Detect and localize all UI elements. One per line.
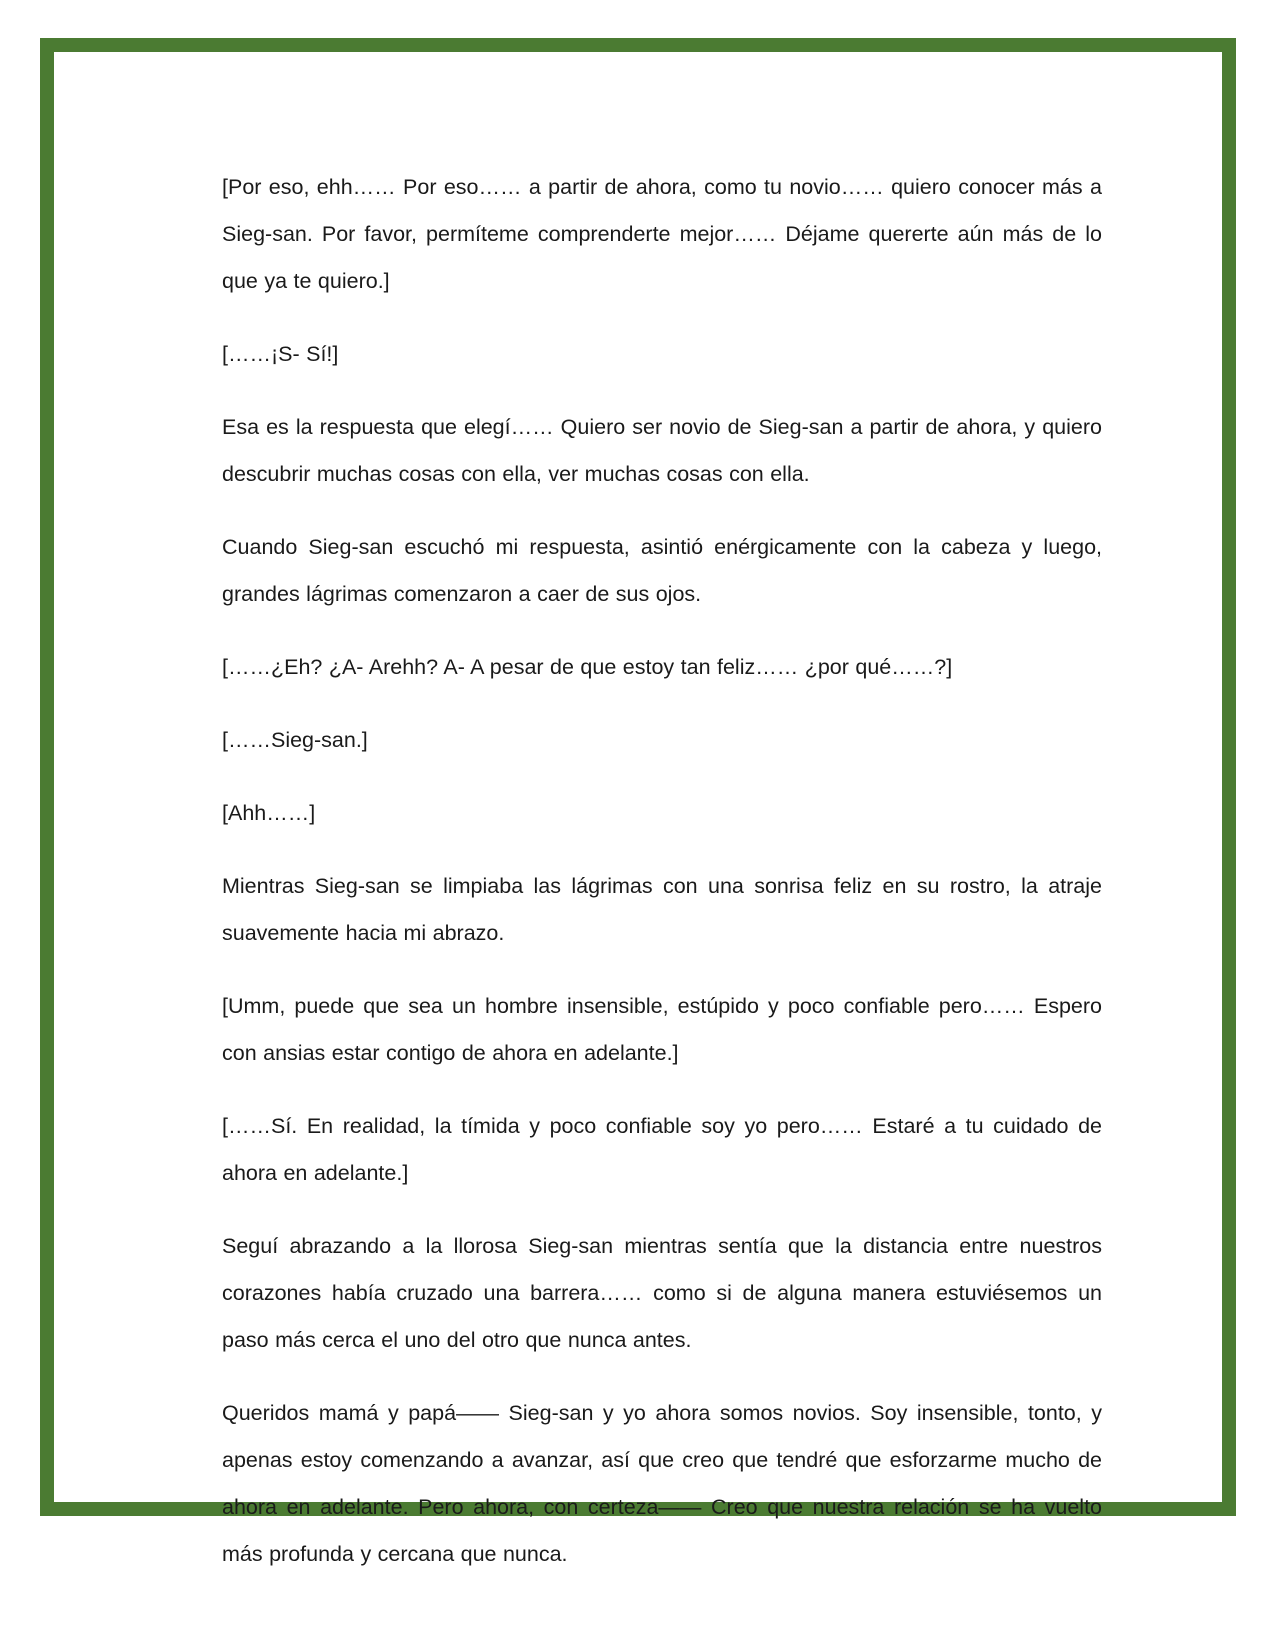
paragraph: [……¡S- Sí!]	[222, 342, 339, 366]
paragraph: [Umm, puede que sea un hombre insensible, estúpido y poco confiable pero…… Espero con ansias estar contigo de ahora en adelante.]	[222, 994, 1102, 1065]
paragraph: [……¿Eh? ¿A- Arehh? A- A pesar de que estoy tan feliz…… ¿por qué……?]	[222, 655, 953, 679]
paragraph: Queridos mamá y papá—— Sieg-san y yo ahora somos novios. Soy insensible, tonto, y apenas estoy comenzando a avanzar, así que creo que tendré que esforzarme mucho de ahora en adelante. Pero ahora, con certeza—— Creo que nuestra relación se ha vuelto más profunda y cercana que nunca.	[222, 1401, 1102, 1566]
paragraph: Cuando Sieg-san escuchó mi respuesta, asintió enérgicamente con la cabeza y luego, grandes lágrimas comenzaron a caer de sus ojos.	[222, 535, 1102, 606]
paragraph: [Por eso, ehh…… Por eso…… a partir de ahora, como tu novio…… quiero conocer más a Sieg-san. Por favor, permíteme comprenderte mejor…… Déjame quererte aún más de lo que ya te quiero.]	[222, 175, 1102, 293]
paragraph: Seguí abrazando a la llorosa Sieg-san mientras sentía que la distancia entre nuestros corazones había cruzado una barrera…… como si de alguna manera estuviésemos un paso más cerca el uno del otro que nunca antes.	[222, 1234, 1102, 1352]
paragraph: Mientras Sieg-san se limpiaba las lágrimas con una sonrisa feliz en su rostro, la atraje suavemente hacia mi abrazo.	[222, 874, 1102, 945]
document-body	[222, 164, 1102, 1578]
page-border-frame	[40, 38, 1236, 1566]
paragraph: [……Sieg-san.]	[222, 728, 368, 752]
paragraph: [……Sí. En realidad, la tímida y poco confiable soy yo pero…… Estaré a tu cuidado de ahora en adelante.]	[222, 1114, 1102, 1185]
paragraph: [Ahh……]	[222, 801, 316, 825]
paragraph: Esa es la respuesta que elegí…… Quiero ser novio de Sieg-san a partir de ahora, y quiero descubrir muchas cosas con ella, ver muchas cosas con ella.	[222, 415, 1102, 486]
